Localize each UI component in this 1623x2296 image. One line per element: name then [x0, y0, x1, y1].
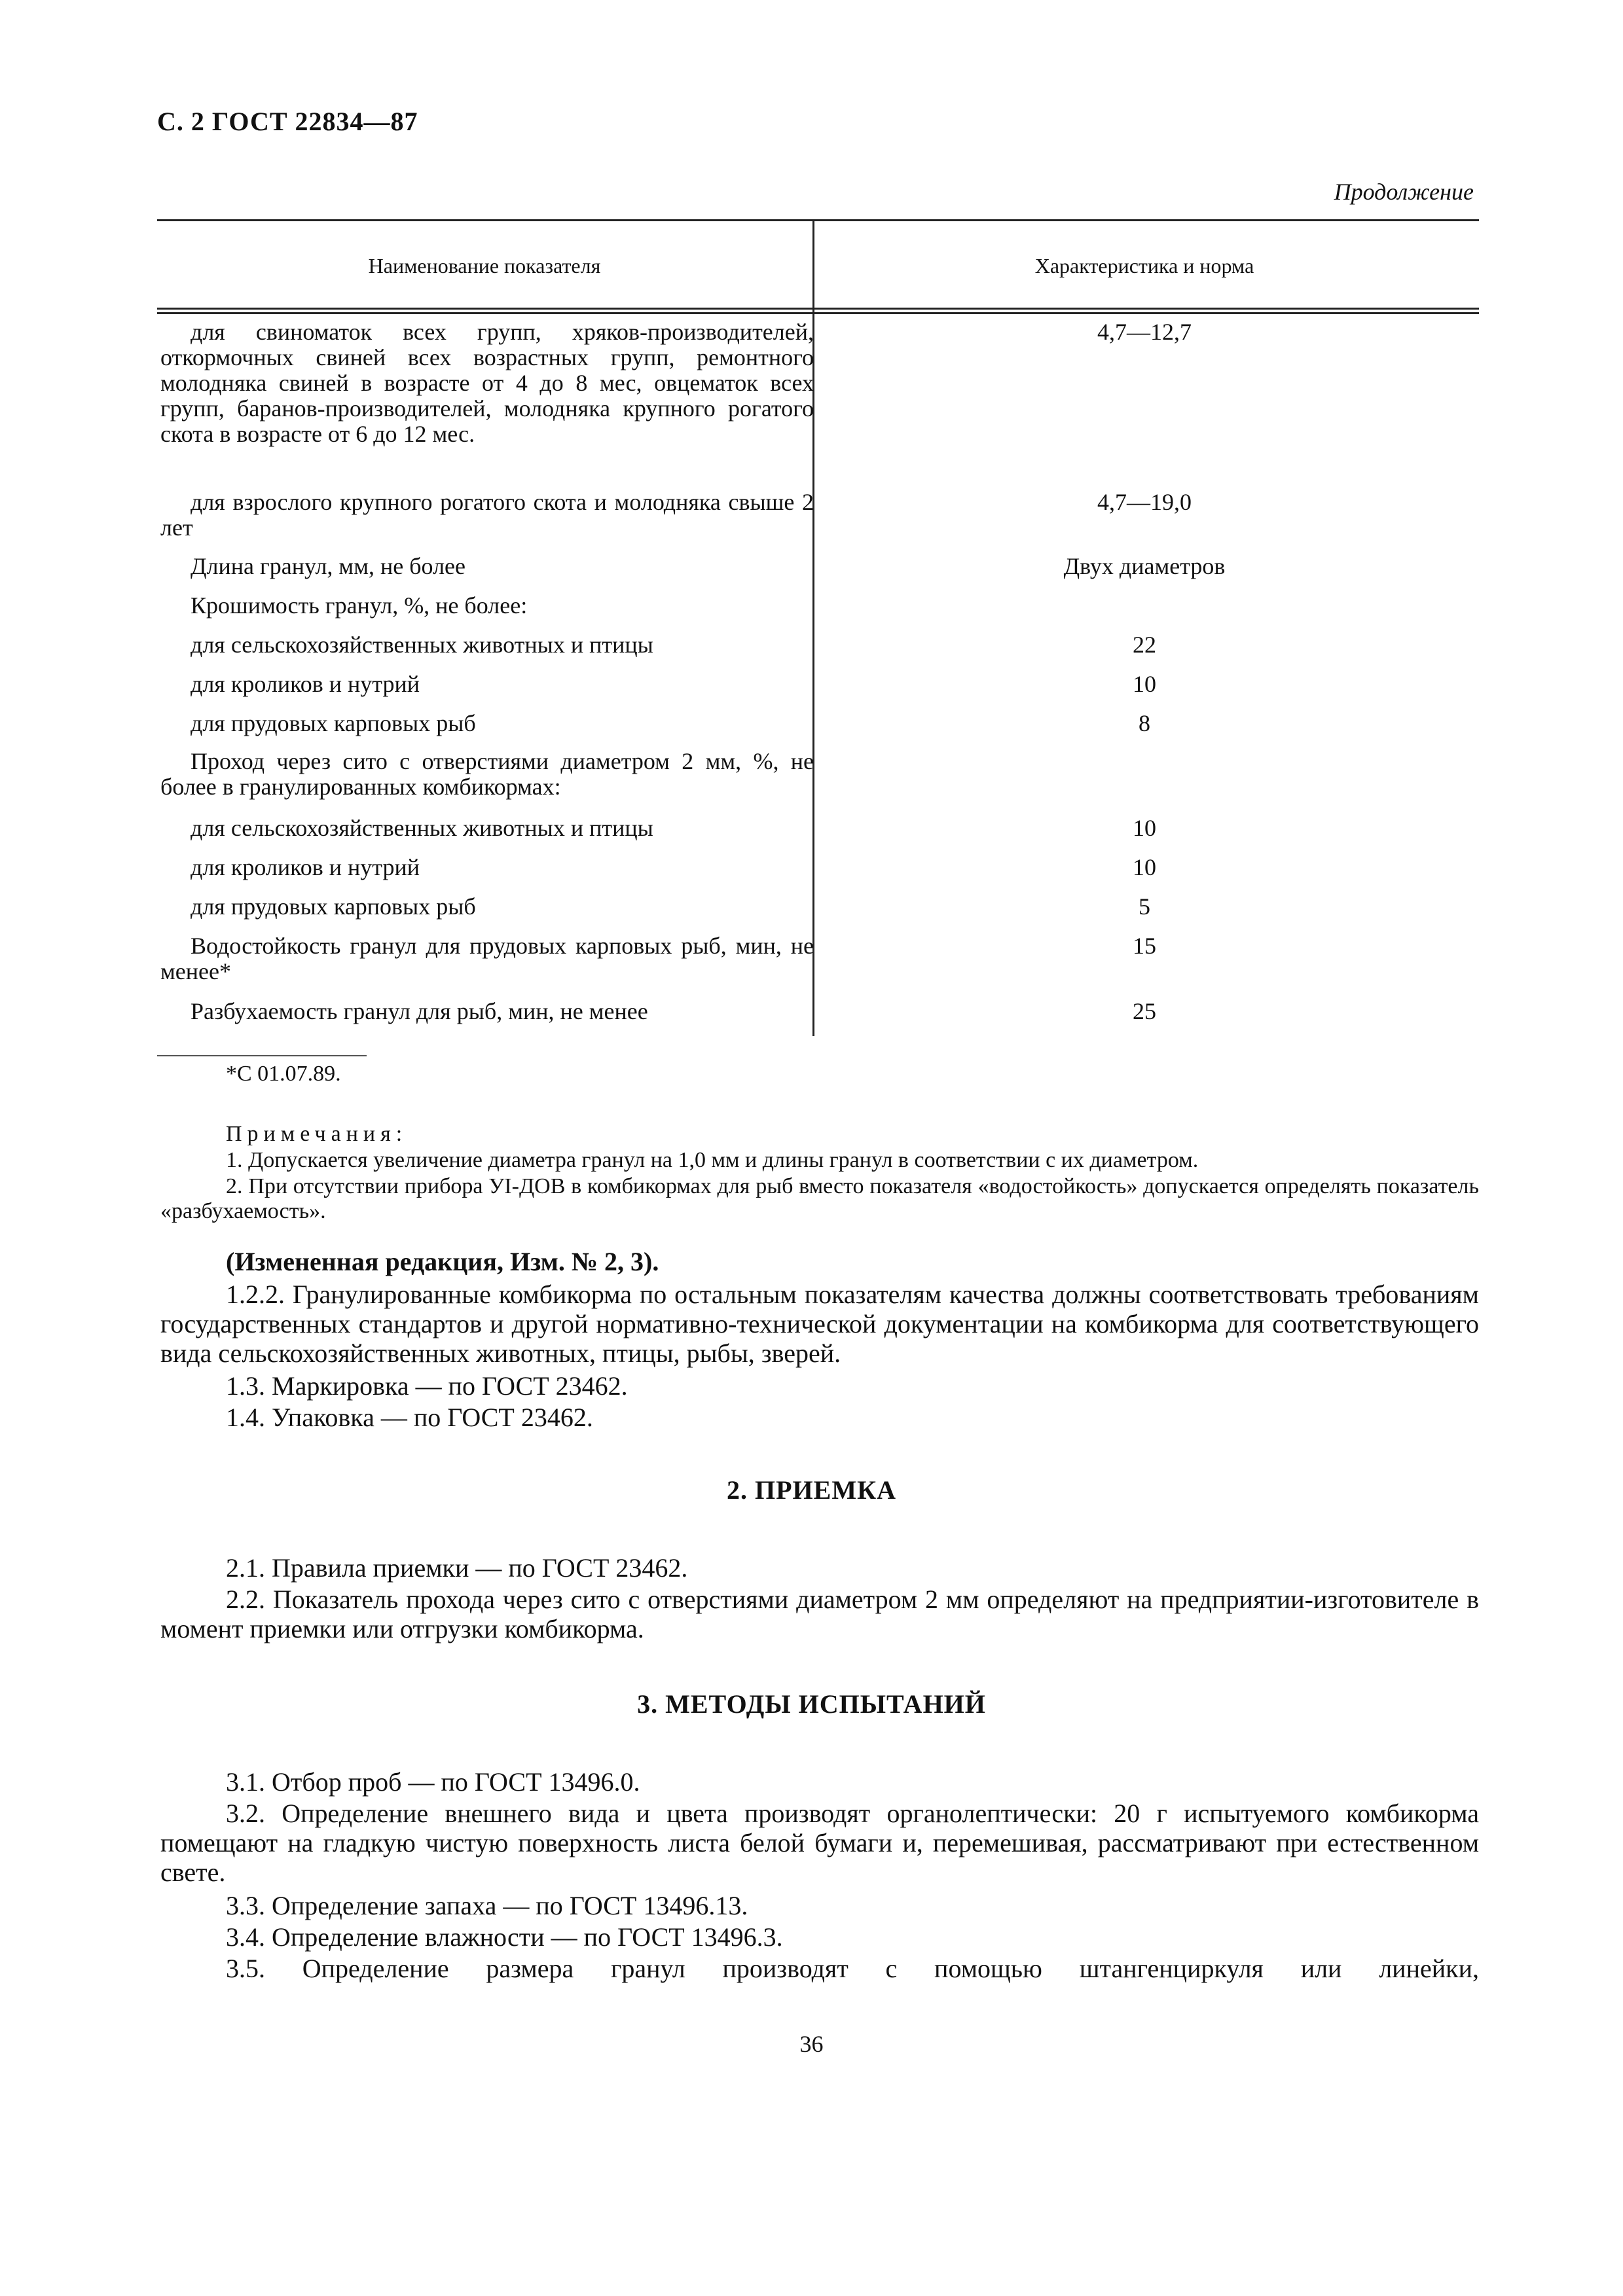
table-row-name: для взрослого крупного рогатого скота и молодняка свыше 2 лет [160, 489, 814, 541]
table-row-name: для кроликов и нутрий [191, 671, 420, 697]
table-row-name: для кроликов и нутрий [191, 854, 420, 880]
paragraph: 1.4. Упаковка — по ГОСТ 23462. [226, 1403, 593, 1432]
column-header-norm: Характеристика и норма [1034, 254, 1254, 278]
table-row-value: 4,7—12,7 [1097, 319, 1192, 345]
paragraph: 3.5. Определение размера гранул производят с помощью штангенциркуля или линейки, [226, 1954, 1479, 1983]
table-row-name: Водостойкость гранул для прудовых карповых рыб, мин, не менее* [160, 933, 814, 984]
section-title: 3. МЕТОДЫ ИСПЫТАНИЙ [637, 1689, 986, 1719]
table-row-name: для сельскохозяйственных животных и птицы [191, 815, 653, 841]
amendment-note: (Измененная редакция, Изм. № 2, 3). [226, 1247, 659, 1276]
table-row-value: 4,7—19,0 [1097, 489, 1192, 515]
page-number: 36 [799, 2031, 824, 2057]
table-row-value: 10 [1133, 854, 1156, 880]
paragraph: 2.1. Правила приемки — по ГОСТ 23462. [226, 1553, 688, 1583]
note-item: 1. Допускается увеличение диаметра гранул на 1,0 мм и длины гранул в соответствии с их диаметром. [226, 1148, 1199, 1172]
paragraph: 3.1. Отбор проб — по ГОСТ 13496.0. [226, 1767, 640, 1797]
footnote-rule [157, 1055, 367, 1056]
table-row-value: 25 [1133, 998, 1156, 1024]
table-row-name: для сельскохозяйственных животных и птицы [191, 632, 653, 658]
table-row-value: 10 [1133, 815, 1156, 841]
section-title: 2. ПРИЕМКА [727, 1475, 896, 1505]
table-row-name: Разбухаемость гранул для рыб, мин, не менее [191, 998, 648, 1024]
table-row-name: для прудовых карповых рыб [191, 710, 476, 736]
table-row-value: 10 [1133, 671, 1156, 697]
table-row-name: Длина гранул, мм, не более [191, 553, 465, 579]
table-row-name: для прудовых карповых рыб [191, 893, 476, 920]
table-row-name: для свиноматок всех групп, хряков-производителей, откормочных свиней всех возрастных групп, ремонтного молодняка свиней в возрасте от 4 до 8 мес, овцематок всех групп, баранов-производителей, молодняка крупного рогатого скота в возрасте от 6 до 12 мес. [160, 319, 814, 447]
paragraph: 2.2. Показатель прохода через сито с отверстиями диаметром 2 мм определяют на предприятии-изготовителе в момент приемки или отгрузки комбикорма. [160, 1585, 1479, 1643]
paragraph: 3.4. Определение влажности — по ГОСТ 13496.3. [226, 1922, 783, 1952]
table-row-value: 8 [1139, 710, 1150, 736]
notes-title: Примечания: [226, 1122, 408, 1146]
paragraph: 1.2.2. Гранулированные комбикорма по остальным показателям качества должны соответствовать требованиям государственных стандартов и другой нормативно-технической документации на комбикорма для соответствующего вида сельскохозяйственных животных, птицы, рыбы, зверей. [160, 1280, 1479, 1368]
continuation-label: Продолжение [1334, 179, 1474, 205]
paragraph: 1.3. Маркировка — по ГОСТ 23462. [226, 1371, 628, 1401]
table-row-value: 22 [1133, 632, 1156, 658]
paragraph: 3.3. Определение запаха — по ГОСТ 13496.13. [226, 1891, 748, 1920]
column-header-name: Наименование показателя [368, 254, 601, 278]
table-header-rule [157, 308, 1479, 310]
table-row-name: Крошимость гранул, %, не более: [191, 592, 528, 619]
table-row-value: 15 [1133, 933, 1156, 959]
footnote: *С 01.07.89. [226, 1062, 341, 1086]
table-top-rule [157, 219, 1479, 221]
page-header: С. 2 ГОСТ 22834—87 [157, 107, 418, 136]
table-row-name: Проход через сито с отверстиями диаметром 2 мм, %, не более в гранулированных комбикормах: [160, 748, 814, 800]
table-header-rule-2 [157, 312, 1479, 314]
table-row-value: 5 [1139, 893, 1150, 920]
table-row-value: Двух диаметров [1063, 553, 1226, 579]
note-item: 2. При отсутствии прибора УI-ДОВ в комбикормах для рыб вместо показателя «водостойкость» допускается определять показатель «разбухаемость». [160, 1174, 1479, 1223]
paragraph: 3.2. Определение внешнего вида и цвета производят органолептически: 20 г испытуемого комбикорма помещают на гладкую чистую поверхность листа белой бумаги и, перемешивая, рассматривают при естественном свете. [160, 1799, 1479, 1887]
